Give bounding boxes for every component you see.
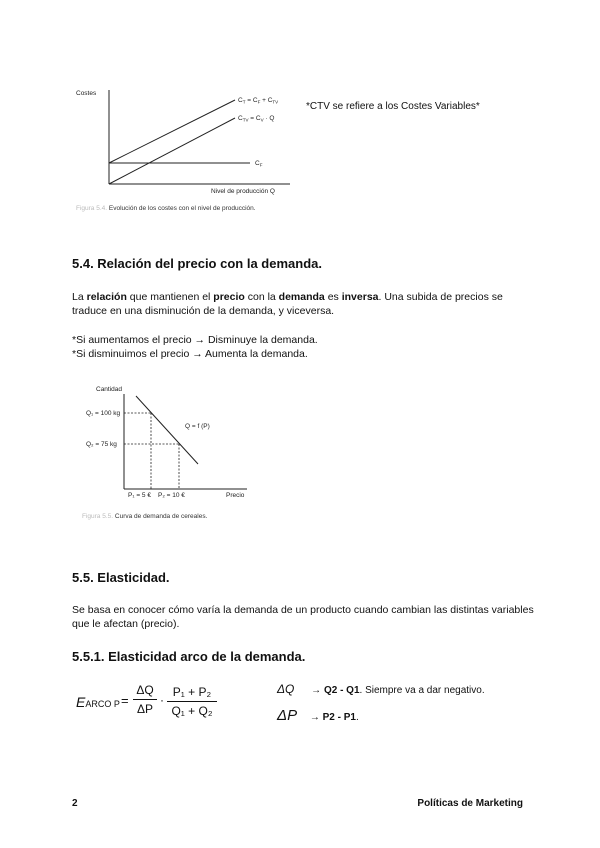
caption-number: Figura 5.5. — [82, 513, 114, 520]
ct-line — [109, 100, 235, 163]
formula-e-sub: ARCO P — [85, 699, 120, 709]
ct-line-label: $C_T = C_F + C_{TV}$ — [238, 97, 279, 105]
fraction-sums-numerator: P₁ + P₂ — [172, 685, 212, 699]
text-run: con la — [244, 291, 279, 303]
delta-q-formula: Q2 - Q1 — [323, 685, 360, 696]
formula-equals: = — [121, 693, 129, 708]
cost-x-axis-label: Nivel de producción Q — [211, 188, 275, 195]
text-run: que mantienen el — [126, 291, 214, 303]
delta-q-symbol: ΔQ — [277, 682, 295, 696]
ctv-side-note: *CTV se refiere a los Costes Variables* — [306, 101, 480, 112]
text-run: La — [72, 291, 87, 303]
formula-dot: · — [160, 693, 164, 707]
q1-label: Q₁ = 100 kg — [86, 410, 121, 417]
caption-number: Figura 5.4. — [76, 205, 108, 212]
section-5-4-paragraph — [72, 290, 532, 318]
delta-q-definition — [277, 682, 485, 696]
note-price-down: *Si disminuimos el precio → Aumenta la demanda. — [72, 348, 308, 360]
figure-5-5-caption — [82, 513, 207, 520]
delta-p-definition — [277, 707, 359, 724]
page-number: 2 — [72, 798, 78, 809]
fraction-delta-numerator: ΔQ — [136, 683, 154, 697]
demand-curve — [136, 396, 198, 464]
footer-title: Políticas de Marketing — [417, 798, 523, 809]
ctv-line — [109, 118, 235, 184]
text-run: es — [324, 291, 342, 303]
cost-chart — [70, 82, 310, 207]
demand-chart — [80, 382, 260, 507]
text-bold-run: demanda — [278, 291, 325, 303]
p1-label: P₁ = 5 € — [128, 492, 151, 499]
cf-line-label: $C_F$ — [255, 160, 263, 168]
arrow: → — [309, 712, 320, 723]
demand-x-axis-label: Precio — [226, 492, 245, 499]
formula-e: E — [76, 694, 86, 710]
section-5-5-1-heading: 5.5.1. Elasticidad arco de la demanda. — [72, 649, 306, 664]
delta-p-formula: P2 - P1 — [322, 712, 356, 723]
caption-text: Evolución de los costes con el nivel de producción. — [108, 205, 256, 212]
figure-5-4-caption — [76, 205, 256, 212]
section-5-4-heading: 5.4. Relación del precio con la demanda. — [72, 256, 322, 271]
formula-lhs — [76, 694, 120, 710]
p2-label: P₂ = 10 € — [158, 492, 185, 499]
section-5-5-heading: 5.5. Elasticidad. — [72, 570, 170, 585]
q2-label: Q₂ = 75 kg — [86, 441, 117, 448]
text-bold-run: inversa — [341, 291, 379, 303]
demand-curve-label: Q = f (P) — [185, 423, 210, 430]
text-bold-run: relación — [86, 291, 127, 303]
fraction-sums-denominator: Q₁ + Q₂ — [171, 704, 213, 718]
arrow: → — [311, 685, 322, 696]
text-run: . Una subida de precios se traduce en una disminución de la demanda, y viceversa. — [72, 291, 503, 317]
cost-y-axis-label: Costes — [76, 90, 97, 97]
note-price-up: *Si aumentamos el precio → Disminuye la demanda. — [72, 334, 318, 346]
ctv-line-label: $C_{TV} = C_V \cdot Q$ — [238, 115, 275, 123]
elasticity-formula — [76, 680, 236, 728]
text-bold-run: precio — [213, 291, 245, 303]
section-5-5-paragraph: Se basa en conocer cómo varía la demanda de un producto cuando cambian las distintas variables que le afectan (precio). — [72, 604, 534, 630]
fraction-delta — [133, 682, 157, 719]
fraction-delta-denominator: ΔP — [136, 702, 154, 716]
delta-p-symbol: ΔP — [277, 707, 298, 724]
fraction-sums — [167, 684, 217, 721]
delta-q-note: . Siempre va a dar negativo. — [359, 685, 485, 696]
caption-text: Curva de demanda de cereales. — [114, 513, 208, 520]
demand-y-axis-label: Cantidad — [96, 386, 123, 393]
delta-p-end: . — [356, 712, 359, 723]
